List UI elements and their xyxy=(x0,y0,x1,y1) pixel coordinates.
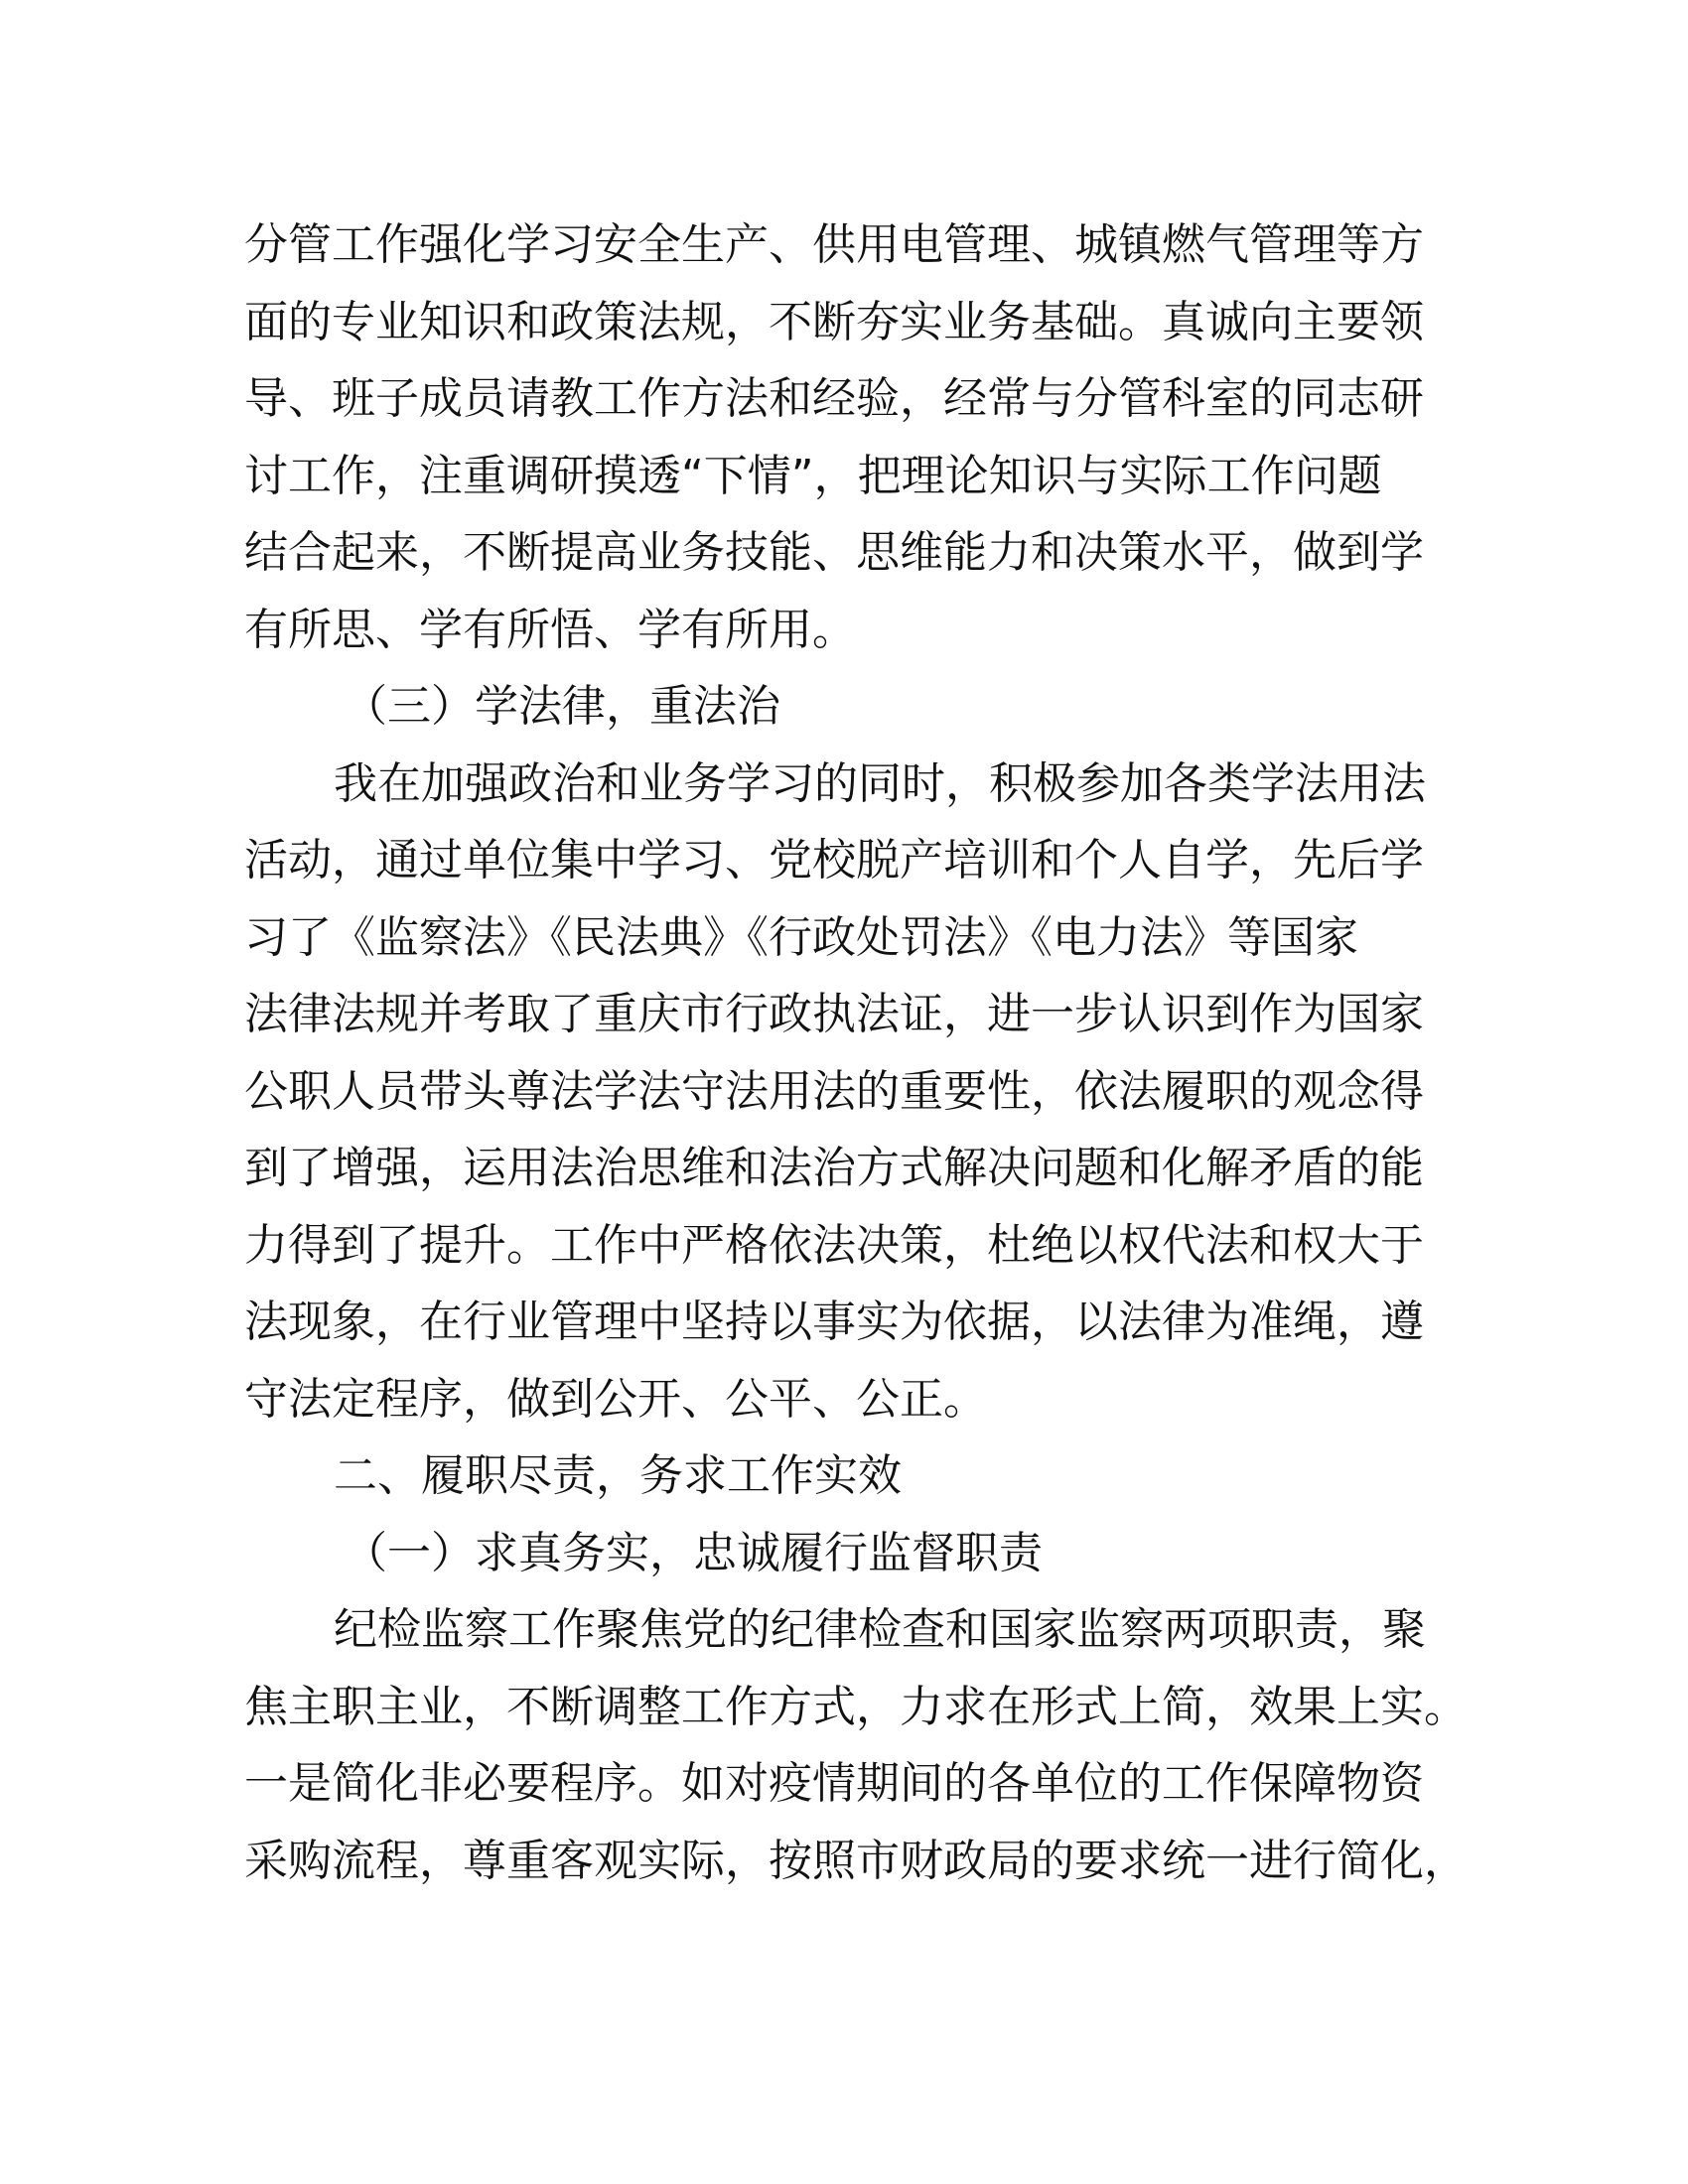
text-line: 法现象，在行业管理中坚持以事实为依据，以法律为准绳，遵 xyxy=(244,1297,1424,1347)
paragraph-supervision xyxy=(244,1591,1468,1899)
text-line: 我在加强政治和业务学习的同时，积极参加各类学法用法 xyxy=(334,757,1426,809)
text-line: 守法定程序，做到公开、公平、公正。 xyxy=(244,1373,987,1425)
paragraph-law xyxy=(244,746,1436,1438)
text-line: 采购流程，尊重客观实际，按照市财政局的要求统一进行简化， xyxy=(244,1835,1468,1886)
text-line: 公职人员带头尊法学法守法用法的重要性，依法履职的观念得 xyxy=(244,1065,1424,1117)
text-line: 纪检监察工作聚焦党的纪律检查和国家监察两项职责，聚 xyxy=(334,1604,1426,1655)
text-line: 有所思、学有所悟、学有所用。 xyxy=(244,604,856,655)
text-line: 面的专业知识和政策法规，不断夯实业务基础。真诚向主要领 xyxy=(244,296,1424,347)
text-line: 习了《监察法》《民法典》《行政处罚法》《电力法》等国家 xyxy=(244,911,1358,963)
subsection-heading-san: （三）学法律，重法治 xyxy=(344,681,780,732)
section-heading-two: 二、履职尽责，务求工作实效 xyxy=(334,1450,902,1501)
text-line: 导、班子成员请教工作方法和经验，经常与分管科室的同志研 xyxy=(244,373,1424,424)
document-body xyxy=(244,206,1468,1899)
text-line: 活动，通过单位集中学习、党校脱产培训和个人自学，先后学 xyxy=(244,835,1424,886)
text-line: 法律法规并考取了重庆市行政执法证，进一步认识到作为国家 xyxy=(244,989,1424,1039)
text-line: 结合起来，不断提高业务技能、思维能力和决策水平，做到学 xyxy=(244,527,1424,578)
text-line: 力得到了提升。工作中严格依法决策，杜绝以权代法和权大于 xyxy=(244,1219,1424,1271)
text-line: 焦主职主业，不断调整工作方式，力求在形式上简，效果上实。 xyxy=(244,1681,1468,1732)
text-line: 分管工作强化学习安全生产、供用电管理、城镇燃气管理等方 xyxy=(244,219,1424,270)
text-line: 讨工作，注重调研摸透“下情”，把理论知识与实际工作问题 xyxy=(244,450,1382,501)
paragraph-continued xyxy=(244,206,1436,668)
text-line: 一是简化非必要程序。如对疫情期间的各单位的工作保障物资 xyxy=(244,1758,1424,1809)
text-line: 到了增强，运用法治思维和法治方式解决问题和化解矛盾的能 xyxy=(244,1143,1424,1193)
subsection-heading-yi: （一）求真务实，忠诚履行监督职责 xyxy=(344,1527,1043,1578)
